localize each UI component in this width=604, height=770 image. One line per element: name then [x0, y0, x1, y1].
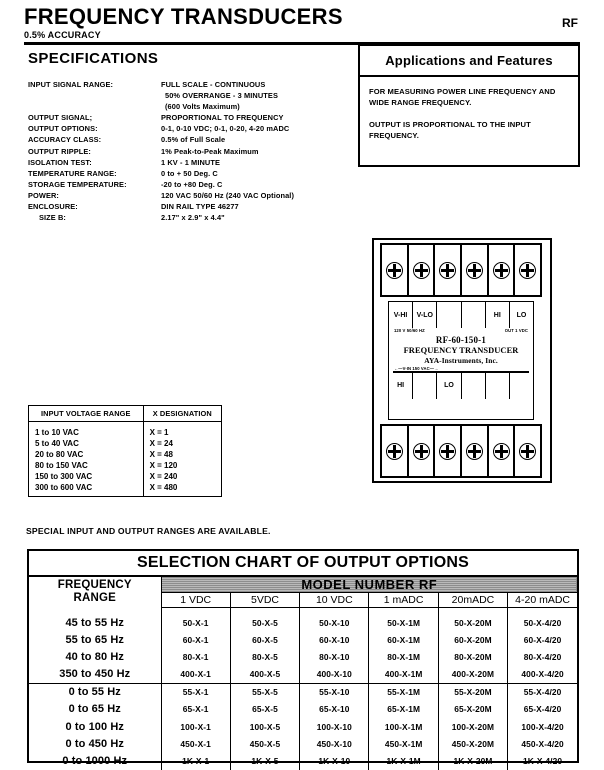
- terminal-cell: [409, 426, 436, 476]
- spec-value: PROPORTIONAL TO FREQUENCY: [161, 113, 284, 123]
- spec-label: TEMPERATURE RANGE:: [28, 168, 117, 178]
- screw-terminal-icon: [413, 443, 430, 460]
- applications-features-title: Applications and Features: [385, 53, 553, 68]
- page-subtitle: 0.5% ACCURACY: [24, 30, 101, 40]
- special-ranges-note: SPECIAL INPUT AND OUTPUT RANGES ARE AVAILABLE.: [26, 526, 271, 536]
- spec-label: ISOLATION TEST:: [28, 157, 92, 167]
- model-number-cell: 1K-X-20M: [438, 752, 507, 769]
- spec-value: 2.17" x 2.9" x 4.4": [161, 213, 225, 223]
- specifications-table: [28, 80, 348, 224]
- table-row: [29, 718, 577, 735]
- voltage-range-cell: 20 to 80 VAC: [29, 449, 144, 460]
- terminal-cell: [382, 426, 409, 476]
- model-number-cell: 80-X-1: [161, 648, 230, 665]
- spec-row: [28, 102, 348, 113]
- model-number-cell: 65-X-10: [300, 701, 369, 718]
- table-row: [29, 683, 577, 701]
- model-number-cell: 60-X-5: [230, 631, 299, 648]
- output-option-header: 20mADC: [438, 593, 507, 608]
- model-number-cell: 80-X-5: [230, 648, 299, 665]
- model-number-cell: 50-X-20M: [438, 608, 507, 632]
- model-number-cell: 100-X-1: [161, 718, 230, 735]
- table-row: [29, 735, 577, 752]
- table-row: [29, 482, 222, 497]
- spec-label: ACCURACY CLASS:: [28, 135, 102, 145]
- output-option-header: 1 VDC: [161, 593, 230, 608]
- model-number-cell: 60-X-1M: [369, 631, 438, 648]
- model-number-cell: 450-X-4/20: [521, 738, 564, 749]
- screw-terminal-icon: [439, 262, 456, 279]
- spec-label: INPUT SIGNAL RANGE:: [28, 80, 114, 89]
- model-number-cell: 65-X-5: [230, 701, 299, 718]
- terminal-cell: [382, 245, 409, 295]
- model-number-cell: 55-X-10: [300, 683, 369, 701]
- frequency-range-header-line2: RANGE: [73, 591, 117, 604]
- model-number-cell: 50-X-5: [230, 608, 299, 632]
- selection-chart-box: [27, 549, 579, 767]
- nameplate-terminal-label: HI: [389, 373, 413, 399]
- spec-label: OUTPUT SIGNAL;: [28, 113, 93, 123]
- model-number-cell: 60-X-10: [300, 631, 369, 648]
- voltage-range-cell: 5 to 40 VAC: [29, 438, 144, 449]
- spec-value: FULL SCALE - CONTINUOUS: [161, 80, 266, 89]
- spec-row: [28, 180, 348, 191]
- selection-chart-table: [29, 577, 577, 770]
- model-number-cell: 1K-X-5: [230, 752, 299, 769]
- frequency-range-header-line1: FREQUENCY: [57, 578, 132, 591]
- table-row: [29, 665, 577, 683]
- model-number-cell: 60-X-1: [161, 631, 230, 648]
- nameplate-terminal-label: [437, 302, 461, 328]
- screw-terminal-icon: [386, 262, 403, 279]
- spec-value: 1% Peak-to-Peak Maximum: [161, 146, 259, 156]
- spec-row: [28, 213, 348, 224]
- frequency-range-cell: 0 to 55 Hz: [29, 683, 161, 701]
- model-number-cell: 400-X-1: [161, 665, 230, 683]
- x-designation-cell: X = 120: [143, 460, 221, 471]
- output-option-header: 1 mADC: [369, 593, 438, 608]
- model-number-cell: 50-X-1: [161, 608, 230, 632]
- spec-row: [28, 80, 348, 91]
- spec-value: 1 KV - 1 MINUTE: [161, 157, 220, 167]
- applications-features-body: [360, 77, 578, 141]
- model-number-cell: 60-X-4/20: [523, 634, 562, 645]
- table-row: [29, 701, 577, 718]
- page-title: FREQUENCY TRANSDUCERS: [24, 4, 343, 29]
- nameplate-ratings-line: [389, 328, 533, 334]
- x-designation-cell: X = 480: [143, 482, 221, 497]
- spec-value: 0-1, 0-10 VDC; 0-1, 0-20, 4-20 mADC: [161, 124, 290, 134]
- top-terminal-block: [380, 243, 542, 297]
- frequency-range-cell: 0 to 65 Hz: [29, 701, 161, 718]
- model-number-cell: 450-X-1: [161, 735, 230, 752]
- spec-value: -20 to +80 Deg. C: [161, 179, 223, 189]
- model-number-cell: 55-X-4/20: [523, 687, 562, 698]
- terminal-cell: [515, 426, 540, 476]
- model-number-cell: 400-X-10: [300, 665, 369, 683]
- nameplate-terminal-label: HI: [486, 302, 510, 328]
- terminal-cell: [409, 245, 436, 295]
- nameplate-terminal-label: [413, 373, 437, 399]
- model-number-cell: 60-X-20M: [438, 631, 507, 648]
- frequency-range-cell: 0 to 100 Hz: [29, 718, 161, 735]
- spec-value: 120 VAC 50/60 Hz (240 VAC Optional): [161, 190, 295, 200]
- applications-features-header: [360, 46, 578, 77]
- device-illustration: [372, 238, 552, 483]
- spec-row: [28, 158, 348, 169]
- terminal-cell: [515, 245, 540, 295]
- model-number-cell: 65-X-1: [161, 701, 230, 718]
- applications-paragraph: FOR MEASURING POWER LINE FREQUENCY AND WIDE RANGE FREQUENCY.: [369, 87, 556, 107]
- terminal-cell: [435, 426, 462, 476]
- terminal-cell: [489, 245, 516, 295]
- spec-label: ENCLOSURE:: [28, 202, 78, 212]
- table-row: [29, 648, 577, 665]
- table-row: [29, 608, 577, 632]
- output-option-header: 4-20 mADC: [508, 593, 577, 608]
- spec-row: [28, 191, 348, 202]
- screw-terminal-icon: [493, 262, 510, 279]
- spec-row: [28, 169, 348, 180]
- nameplate-terminal-label: [462, 302, 486, 328]
- spec-row: [28, 135, 348, 146]
- frequency-range-cell: 40 to 80 Hz: [29, 648, 161, 665]
- model-number-cell: 80-X-20M: [438, 648, 507, 665]
- specifications-heading: SPECIFICATIONS: [28, 50, 159, 67]
- spec-row: [28, 147, 348, 158]
- model-number-cell: 450-X-5: [230, 735, 299, 752]
- nameplate-input-rating: 120 V 50/60 HZ: [394, 328, 425, 333]
- model-number-cell: 80-X-1M: [369, 648, 438, 665]
- voltage-range-cell: 80 to 150 VAC: [29, 460, 144, 471]
- column-header: X DESIGNATION: [143, 406, 221, 422]
- model-number-cell: 55-X-1: [161, 683, 230, 701]
- model-number-cell: 1K-X-4/20: [523, 756, 563, 766]
- model-number-cell: 400-X-4/20: [508, 665, 577, 683]
- model-number-cell: 65-X-1M: [369, 701, 438, 718]
- model-number-cell: 1K-X-1: [161, 752, 230, 769]
- nameplate-vin-note: ←—V-IN 150 VAC—→: [394, 366, 439, 371]
- spec-row: [28, 202, 348, 213]
- model-number-cell: 50-X-1M: [369, 608, 438, 632]
- spec-value: (600 Volts Maximum): [165, 102, 240, 112]
- model-number-cell: 65-X-4/20: [523, 704, 562, 715]
- bottom-terminal-block: [380, 424, 542, 478]
- input-voltage-range-body: [29, 422, 222, 497]
- model-number-cell: 50-X-4/20: [523, 617, 562, 628]
- spec-value: DIN RAIL TYPE 46277: [161, 202, 239, 212]
- applications-features-box: [358, 44, 580, 167]
- spec-row: [28, 113, 348, 124]
- model-number-cell: 65-X-20M: [438, 701, 507, 718]
- nameplate-output-rating: OUT 1 VDC: [504, 328, 528, 333]
- specifications-body: [28, 80, 348, 224]
- x-designation-cell: X = 48: [143, 449, 221, 460]
- spec-value: 0 to + 50 Deg. C: [161, 168, 218, 178]
- model-number-cell: 55-X-20M: [438, 683, 507, 701]
- model-number-banner: [161, 577, 577, 593]
- model-number-cell: 100-X-20M: [438, 718, 507, 735]
- model-number-cell: 80-X-4/20: [523, 651, 562, 662]
- frequency-range-cell: 350 to 450 Hz: [29, 665, 161, 683]
- selection-chart-title: SELECTION CHART OF OUTPUT OPTIONS: [29, 551, 577, 577]
- table-row: [29, 752, 577, 769]
- screw-terminal-icon: [466, 262, 483, 279]
- nameplate-terminal-label: V-LO: [413, 302, 437, 328]
- model-number-cell: 55-X-1M: [369, 683, 438, 701]
- model-number-cell: 1K-X-10: [300, 752, 369, 769]
- nameplate-manufacturer: AYA-Instruments, Inc.: [424, 356, 498, 365]
- screw-terminal-icon: [519, 443, 536, 460]
- spec-label: POWER:: [28, 190, 59, 200]
- nameplate-terminal-label: LO: [516, 311, 527, 319]
- model-number-cell: 450-X-1M: [369, 735, 438, 752]
- selection-chart-head: [29, 577, 577, 608]
- applications-paragraph: OUTPUT IS PROPORTIONAL TO THE INPUT FREQUENCY.: [369, 120, 531, 140]
- spec-value: 0.5% of Full Scale: [161, 135, 226, 145]
- model-number-cell: 100-X-4/20: [521, 721, 564, 732]
- table-row: [29, 427, 222, 438]
- terminal-cell: [435, 245, 462, 295]
- screw-terminal-icon: [466, 443, 483, 460]
- selection-chart-body: [29, 608, 577, 770]
- product-family-code: RF: [562, 16, 578, 30]
- screw-terminal-icon: [386, 443, 403, 460]
- screw-terminal-icon: [413, 262, 430, 279]
- page-header: [24, 6, 580, 40]
- terminal-cell: [462, 426, 489, 476]
- nameplate-bottom-terminal-labels: [389, 373, 533, 399]
- table-header-row: [29, 406, 222, 422]
- x-designation-cell: X = 1: [143, 427, 221, 438]
- x-designation-cell: X = 240: [143, 471, 221, 482]
- spec-label: OUTPUT RIPPLE:: [28, 146, 91, 156]
- frequency-range-cell: 0 to 450 Hz: [29, 735, 161, 752]
- nameplate-terminal-label: [462, 373, 486, 399]
- frequency-range-cell: 45 to 55 Hz: [29, 608, 161, 632]
- table-row: [29, 471, 222, 482]
- nameplate-terminal-label: V-HI: [389, 302, 413, 328]
- spec-label: [28, 102, 161, 113]
- model-number-cell: 400-X-20M: [438, 665, 507, 683]
- frequency-range-header: [29, 577, 161, 608]
- spec-label: OUTPUT OPTIONS:: [28, 124, 98, 134]
- model-number-cell: 400-X-5: [230, 665, 299, 683]
- screw-terminal-icon: [439, 443, 456, 460]
- model-number-cell: 55-X-5: [230, 683, 299, 701]
- spec-row: [28, 124, 348, 135]
- model-number-cell: 450-X-20M: [438, 735, 507, 752]
- x-designation-cell: X = 24: [143, 438, 221, 449]
- model-number-cell: 1K-X-1M: [369, 752, 438, 769]
- input-voltage-range-table: [28, 405, 222, 497]
- column-header: INPUT VOLTAGE RANGE: [29, 406, 144, 422]
- table-row: [29, 438, 222, 449]
- nameplate-terminal-label: [486, 373, 510, 399]
- nameplate-terminal-label: [510, 373, 533, 399]
- voltage-range-cell: 300 to 600 VAC: [29, 482, 144, 497]
- nameplate-model-number: RF-60-150-1: [435, 335, 487, 345]
- screw-terminal-icon: [519, 262, 536, 279]
- input-voltage-range-head: [29, 406, 222, 422]
- spec-row: [28, 91, 348, 102]
- model-number-cell: 50-X-10: [300, 608, 369, 632]
- spec-label: STORAGE TEMPERATURE:: [28, 179, 127, 189]
- output-option-header: 5VDC: [230, 593, 299, 608]
- nameplate-top-terminal-labels: [389, 302, 533, 328]
- terminal-cell: [462, 245, 489, 295]
- nameplate-terminal-label: LO: [437, 373, 461, 399]
- table-row: [29, 449, 222, 460]
- model-number-cell: 100-X-1M: [369, 718, 438, 735]
- selection-chart-banner-row: [29, 577, 577, 593]
- terminal-cell: [489, 426, 516, 476]
- model-number-cell: 450-X-10: [300, 735, 369, 752]
- model-number-cell: 400-X-1M: [369, 665, 438, 683]
- frequency-range-cell: 55 to 65 Hz: [29, 631, 161, 648]
- table-row: [29, 460, 222, 471]
- frequency-range-cell: 0 to 1000 Hz: [29, 752, 161, 769]
- table-row: [29, 631, 577, 648]
- voltage-range-cell: 1 to 10 VAC: [29, 427, 144, 438]
- model-number-banner-text: MODEL NUMBER RF: [301, 577, 438, 592]
- spec-value: 50% OVERRANGE - 3 MINUTES: [165, 91, 278, 101]
- output-option-header: 10 VDC: [300, 593, 369, 608]
- spec-label: SIZE B:: [39, 213, 66, 223]
- device-nameplate: [388, 301, 534, 420]
- model-number-cell: 100-X-10: [300, 718, 369, 735]
- model-number-cell: 80-X-10: [300, 648, 369, 665]
- screw-terminal-icon: [493, 443, 510, 460]
- spec-label: [28, 91, 161, 102]
- model-number-cell: 100-X-5: [230, 718, 299, 735]
- voltage-range-cell: 150 to 300 VAC: [29, 471, 144, 482]
- nameplate-description: FREQUENCY TRANSDUCER: [403, 346, 519, 355]
